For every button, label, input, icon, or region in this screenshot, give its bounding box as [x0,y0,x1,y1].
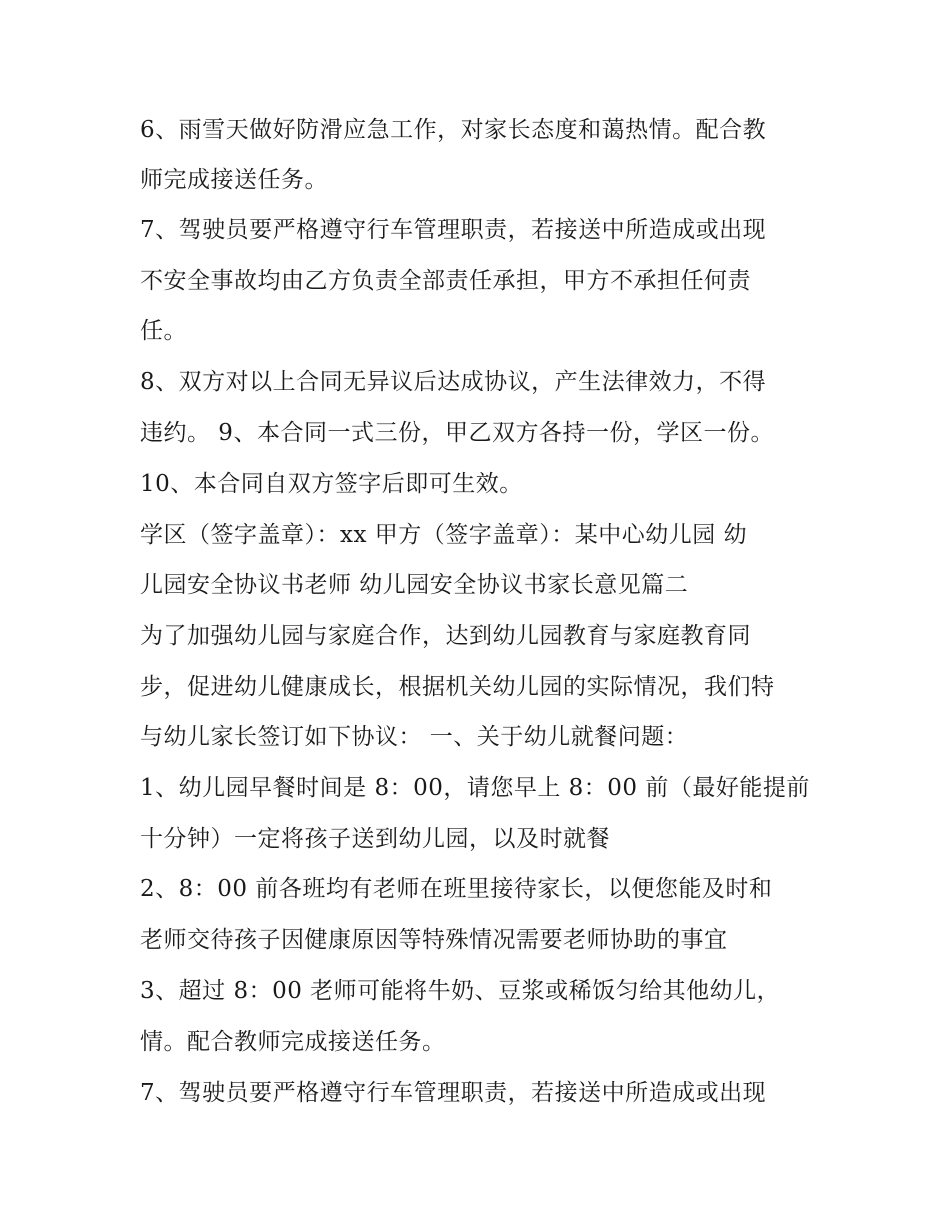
text-line: 3、超过 8：00 老师可能将牛奶、豆浆或稀饭匀给其他幼儿， [140,978,781,1004]
text-line: 为了加强幼儿园与家庭合作，达到幼儿园教育与家庭教育同 [140,623,751,649]
text-line: 1、幼儿园早餐时间是 8：00，请您早上 8：00 前（最好能提前 [140,775,810,801]
text-line: 老师交待孩子因健康原因等特殊情况需要老师协助的事宜 [140,927,728,953]
text-line: 师完成接送任务。 [140,167,328,193]
text-line: 8、双方对以上合同无异议后达成协议，产生法律效力，不得 [140,369,767,395]
text-line: 十分钟）一定将孩子送到幼儿园，以及时就餐 [140,826,610,852]
text-line: 违约。 9、本合同一式三份，甲乙双方各持一份，学区一份。 [140,420,774,446]
text-line: 任。 [140,318,187,344]
text-line: 步，促进幼儿健康成长，根据机关幼儿园的实际情况，我们特 [140,674,775,700]
text-line: 情。配合教师完成接送任务。 [140,1029,446,1055]
text-line: 7、驾驶员要严格遵守行车管理职责，若接送中所造成或出现 [140,217,767,243]
text-line: 10、本合同自双方签字后即可生效。 [140,471,523,497]
text-line: 儿园安全协议书老师 幼儿园安全协议书家长意见篇二 [140,572,689,598]
text-line: 6、雨雪天做好防滑应急工作，对家长态度和蔼热情。配合教 [140,117,767,143]
text-line: 与幼儿家长签订如下协议： 一、关于幼儿就餐问题： [140,724,689,750]
text-line: 学区（签字盖章）：xx 甲方（签字盖章）：某中心幼儿园 幼 [140,522,748,548]
text-line: 7、驾驶员要严格遵守行车管理职责，若接送中所造成或出现 [140,1080,767,1106]
text-line: 2、8：00 前各班均有老师在班里接待家长，以便您能及时和 [140,876,773,902]
text-line: 不安全事故均由乙方负责全部责任承担，甲方不承担任何责 [140,268,751,294]
